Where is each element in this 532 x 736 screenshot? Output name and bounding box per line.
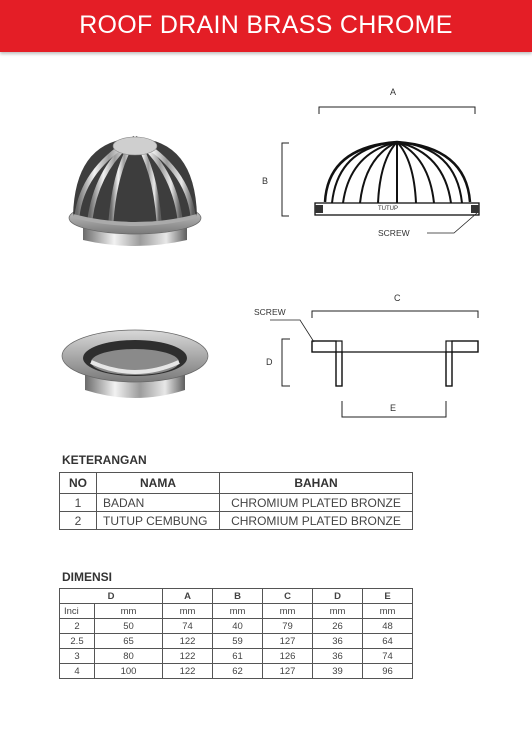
column-header: D [60,589,163,604]
table-cell: 2.5 [60,634,95,649]
unit-cell: mm [213,604,263,619]
column-header: C [263,589,313,604]
table-cell: 4 [60,664,95,679]
table-row [60,634,413,649]
unit-cell: mm [313,604,363,619]
table-row [60,494,413,512]
dome-cross-section-diagram [270,85,500,245]
column-header: A [163,589,213,604]
dimensi-table [59,588,413,679]
table-cell: 126 [263,649,313,664]
table-cell: CHROMIUM PLATED BRONZE [220,494,413,512]
page-title: ROOF DRAIN BRASS CHROME [79,11,453,39]
table-cell: 36 [313,649,363,664]
table-cell: 65 [95,634,163,649]
table-cell: 80 [95,649,163,664]
table-cell: 2 [60,512,97,530]
table-cell: 79 [263,619,313,634]
table-cell: TUTUP CEMBUNG [97,512,220,530]
dimensi-title: DIMENSI [62,570,113,584]
unit-cell: mm [363,604,413,619]
table-header-row [60,589,413,604]
dim-d-label: D [266,357,273,367]
column-header: NO [60,473,97,494]
table-cell: 1 [60,494,97,512]
screw-label-1: SCREW [378,228,410,238]
table-cell: 36 [313,634,363,649]
drain-base-photo [55,318,215,408]
table-cell: 48 [363,619,413,634]
table-cell: 74 [363,649,413,664]
table-cell: 96 [363,664,413,679]
dim-b-label: B [262,176,269,186]
unit-cell: mm [263,604,313,619]
table-cell: 2 [60,619,95,634]
column-header: D [313,589,363,604]
table-cell: BADAN [97,494,220,512]
table-cell: 122 [163,664,213,679]
title-banner [0,0,532,52]
unit-cell: mm [95,604,163,619]
table-cell: 127 [263,664,313,679]
units-row [60,604,413,619]
table-cell: 62 [213,664,263,679]
table-row [60,512,413,530]
table-row [60,664,413,679]
table-cell: 40 [213,619,263,634]
table-cell: 64 [363,634,413,649]
tutup-label: TUTUP [378,206,398,212]
dome-strainer-photo [55,128,215,258]
column-header: E [363,589,413,604]
table-cell: 100 [95,664,163,679]
table-header-row [60,473,413,494]
table-row [60,649,413,664]
table-cell: 74 [163,619,213,634]
unit-cell: mm [163,604,213,619]
keterangan-table [59,472,413,530]
column-header: NAMA [97,473,220,494]
table-row [60,619,413,634]
table-cell: 59 [213,634,263,649]
dim-c-label: C [394,293,401,303]
column-header: B [213,589,263,604]
table-cell: 50 [95,619,163,634]
table-cell: 61 [213,649,263,664]
table-cell: 3 [60,649,95,664]
dim-a-label: A [390,87,397,97]
table-cell: CHROMIUM PLATED BRONZE [220,512,413,530]
table-cell: 39 [313,664,363,679]
table-cell: 127 [263,634,313,649]
column-header: BAHAN [220,473,413,494]
table-cell: 122 [163,649,213,664]
base-cross-section-diagram [270,290,500,440]
dim-e-label: E [390,403,397,413]
keterangan-title: KETERANGAN [62,453,147,467]
table-cell: 26 [313,619,363,634]
unit-cell: Inci [60,604,95,619]
table-cell: 122 [163,634,213,649]
screw-label-2: SCREW [254,307,286,317]
